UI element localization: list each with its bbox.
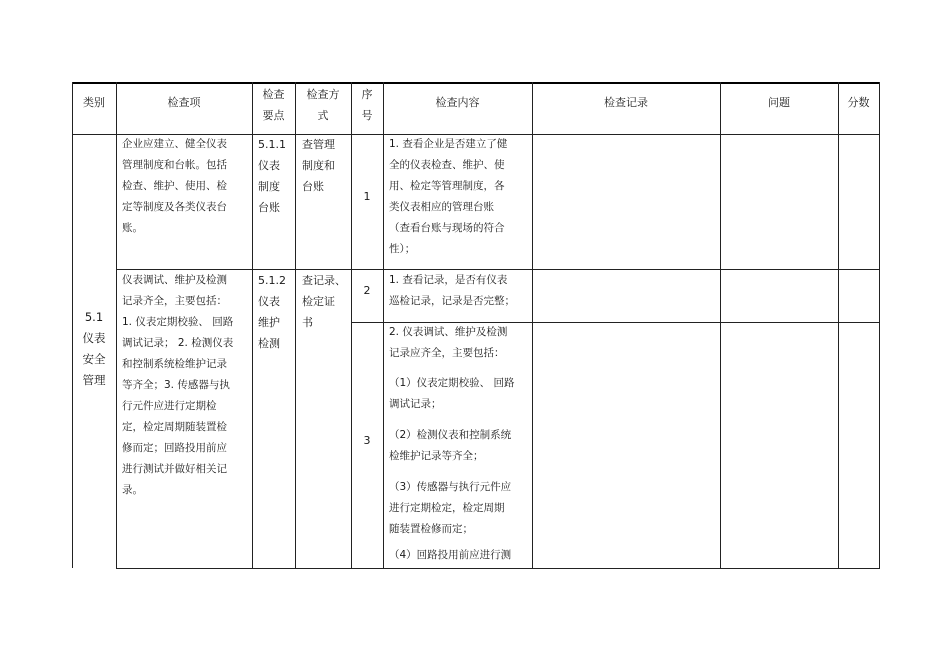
row3-content-1: （1）仪表定期校验、 回路 调试记录； (389, 377, 515, 410)
header-item: 检查项 (167, 96, 201, 109)
row1-item: 企业应建立、健全仪表 管理制度和台帐。包括 检查、维护、使用、检 定等制度及各类仪表台 账。 (122, 138, 227, 234)
header-category: 类别 (83, 96, 105, 109)
table-top-border (72, 82, 880, 84)
row3-content-4: （4）回路投用前应进行测 (389, 549, 512, 561)
row2-method: 查记录、 检定证 书 (302, 274, 346, 329)
category-cell: 5.1 仪表 安全 管理 (82, 310, 106, 387)
row3-content-intro: 2. 仪表调试、维护及检测 记录应齐全，主要包括： (389, 326, 508, 359)
header-score: 分数 (847, 96, 870, 109)
row2-content: 1. 查看记录，是否有仪表 巡检记录，记录是否完整； (389, 274, 515, 307)
col-border-right (879, 82, 880, 568)
row3-content-2: （2）检测仪表和控制系统 检维护记录等齐全； (389, 429, 512, 462)
row1-method: 查管理 制度和 台账 (302, 138, 335, 193)
header-seq: 序 号 (361, 88, 373, 122)
col-border-method (351, 82, 352, 568)
row1-point: 5.1.1 仪表 制度 台账 (258, 138, 286, 214)
header-content: 检查内容 (435, 96, 480, 109)
table-bottom-border (116, 568, 880, 569)
row1-seq: 1 (363, 190, 371, 203)
row2-item: 仪表调试、维护及检测 记录齐全，主要包括： 1. 仪表定期校验、 回路 调试记录； 2. 检测仪表 和控制系统检维护记录 等齐全；3. 传感器与执 行元件应进行定期检 定，检定周期随装置检 修而定；回路投用前应 进行测试并做好相关记 录。 (122, 274, 234, 496)
header-issue: 问题 (768, 96, 790, 109)
col-border-item (252, 82, 253, 568)
row3-seq: 3 (363, 434, 371, 447)
header-record: 检查记录 (604, 96, 648, 109)
row2-seq: 2 (363, 284, 371, 297)
col-border-issue (838, 82, 839, 568)
row2-point: 5.1.2 仪表 维护 检测 (258, 274, 286, 350)
row1-content: 1. 查看企业是否建立了健 全的仪表检查、维护、使 用、检定等管理制度，各 类仪表相应的管理台账 （查看台账与现场的符合 性）； (389, 138, 508, 255)
header-point: 检查 要点 (262, 88, 285, 122)
col-border-category (116, 82, 117, 568)
col-border-point (295, 82, 296, 568)
header-method: 检查方 式 (306, 88, 340, 122)
col-border-record (720, 82, 721, 568)
col-border-content (532, 82, 533, 568)
col-border-seq (383, 82, 384, 568)
row3-content-3: （3）传感器与执行元件应 进行定期检定，检定周期 随装置检修而定； (389, 481, 512, 535)
